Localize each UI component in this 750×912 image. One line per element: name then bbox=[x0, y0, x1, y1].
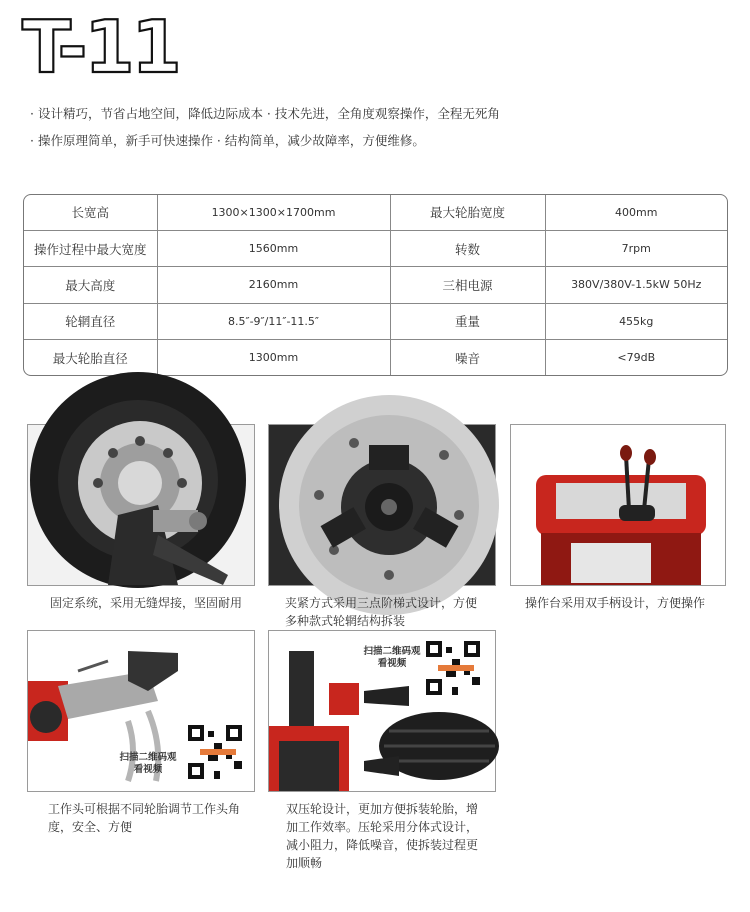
photo-caption: 夹紧方式采用三点阶梯式设计，方便多种款式轮辋结构拆装 bbox=[285, 596, 478, 628]
spec-label: 重量 bbox=[390, 303, 545, 339]
spec-value: 380V/380V-1.5kW 50Hz bbox=[545, 267, 727, 303]
spec-label: 操作过程中最大宽度 bbox=[24, 230, 157, 266]
photo-caption: 工作头可根据不同轮胎调节工作头角度，安全、方便 bbox=[48, 802, 241, 834]
spec-label: 转数 bbox=[390, 230, 545, 266]
spec-value: 1300×1300×1700mm bbox=[157, 195, 390, 230]
qr-label: 扫描二维码观看视频 bbox=[119, 752, 177, 775]
feature-line: · 操作原理简单，新手可快速操作 · 结构简单，减少故障率，方便维修。 bbox=[30, 133, 425, 148]
spec-label: 最大轮胎宽度 bbox=[390, 195, 545, 230]
spec-label: 最大高度 bbox=[24, 267, 157, 303]
spec-label: 轮辋直径 bbox=[24, 303, 157, 339]
spec-label: 最大轮胎直径 bbox=[24, 340, 157, 375]
spec-value: 455kg bbox=[545, 303, 727, 339]
spec-label: 三相电源 bbox=[390, 267, 545, 303]
photo-caption: 固定系统，采用无缝焊接，坚固耐用 bbox=[50, 596, 243, 610]
spec-row bbox=[24, 230, 727, 266]
spec-value: 400mm bbox=[545, 195, 727, 230]
spec-value: 2160mm bbox=[157, 267, 390, 303]
spec-value: 8.5″-9″/11″-11.5″ bbox=[157, 303, 390, 339]
control-console-photo bbox=[510, 424, 726, 586]
model-title bbox=[22, 5, 179, 89]
photo-caption: 双压轮设计，更加方便拆装轮胎，增加工作效率。压轮采用分体式设计，减小阻力，降低噪音，使拆装过程更加顺畅 bbox=[286, 802, 479, 870]
spec-table bbox=[23, 194, 728, 376]
spec-label: 噪音 bbox=[390, 340, 545, 375]
spec-row bbox=[24, 303, 727, 339]
model-name: T-11 bbox=[22, 5, 179, 89]
feature-list bbox=[30, 100, 500, 154]
spec-row bbox=[24, 267, 727, 303]
spec-value: 1560mm bbox=[157, 230, 390, 266]
spec-label: 长宽高 bbox=[24, 195, 157, 230]
spec-value: 1300mm bbox=[157, 340, 390, 375]
feature-line: · 设计精巧，节省占地空间，降低边际成本 · 技术先进，全角度观察操作，全程无死角 bbox=[30, 106, 500, 121]
spec-row bbox=[24, 340, 727, 375]
spec-row bbox=[24, 195, 727, 230]
chuck-photo bbox=[268, 424, 496, 586]
photo-caption: 操作台采用双手柄设计，方便操作 bbox=[525, 596, 706, 610]
spec-value: <79dB bbox=[545, 340, 727, 375]
spec-value: 7rpm bbox=[545, 230, 727, 266]
qr-label: 扫描二维码观看视频 bbox=[363, 646, 421, 669]
wheel-clamp-photo bbox=[27, 424, 255, 586]
